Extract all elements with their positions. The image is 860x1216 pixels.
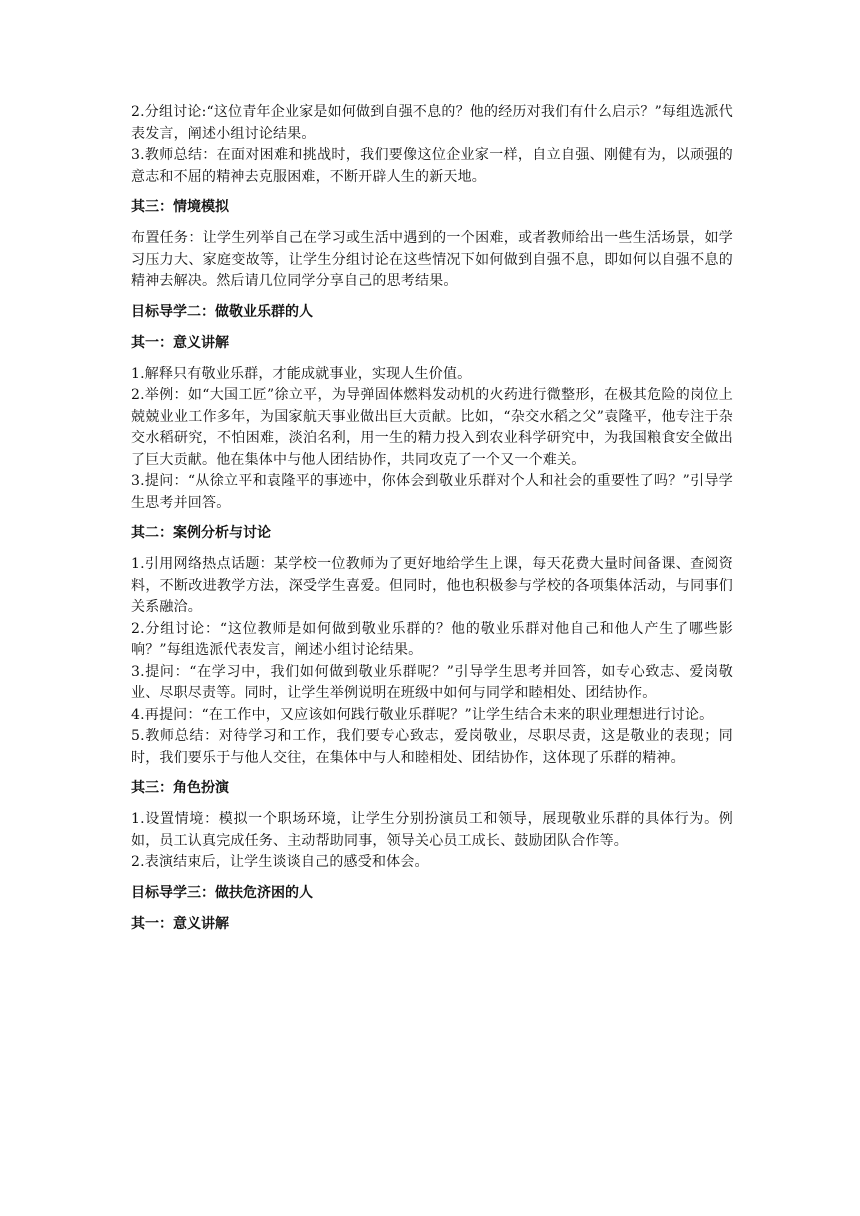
section-heading-scenario-simulation: 其三：情境模拟 — [131, 199, 229, 215]
document-page — [131, 102, 733, 945]
paragraph-after-performance: 2.表演结束后，让学生谈谈自己的感受和体会。 — [131, 854, 429, 870]
section-heading-case-analysis: 其二：案例分析与讨论 — [131, 525, 271, 541]
paragraph-teacher-summary-1: 3.教师总结：在面对困难和挑战时，我们要像这位企业家一样，自立自强、刚健有为，以顽强的意志和不屈的精神去克服困难，不断开辟人生的新天地。 — [131, 147, 733, 185]
section-heading-role-play: 其三：角色扮演 — [131, 780, 229, 796]
paragraph-hot-topic: 1.引用网络热点话题：某学校一位教师为了更好地给学生上课，每天花费大量时间备课、查阅资料，不断改进教学方法，深受学生喜爱。但同时，他也积极参与学校的各项集体活动，与同事们关系融洽。 — [131, 556, 733, 615]
paragraph-group-discussion-teacher: 2.分组讨论：“这位教师是如何做到敬业乐群的？他的敬业乐群对他自己和他人产生了哪些影响？”每组选派代表发言，阐述小组讨论结果。 — [131, 620, 733, 658]
paragraph-question-1: 3.提问：“从徐立平和袁隆平的事迹中，你体会到敬业乐群对个人和社会的重要性了吗？”引导学生思考并回答。 — [131, 473, 733, 511]
paragraph-explain-meaning: 1.解释只有敬业乐群，才能成就事业，实现人生价值。 — [131, 365, 472, 382]
paragraph-set-scenario: 1.设置情境：模拟一个职场环境，让学生分别扮演员工和领导，展现敬业乐群的具体行为。例如，员工认真完成任务、主动帮助同事，领导关心员工成长、鼓励团队合作等。 — [131, 811, 733, 849]
section-heading-meaning-2: 其一：意义讲解 — [131, 915, 229, 932]
paragraph-teacher-summary-2: 5.教师总结：对待学习和工作，我们要专心致志，爱岗敬业，尽职尽责，这是敬业的表现；同时，我们要乐于与他人交往，在集体中与人和睦相处、团结协作，这体现了乐群的精神。 — [131, 728, 733, 766]
paragraph-question-work: 4.再提问：“在工作中，又应该如何践行敬业乐群呢？”让学生结合未来的职业理想进行讨论。 — [131, 706, 714, 723]
paragraph-examples: 2.举例：如“大国工匠”徐立平，为导弹固体燃料发动机的火药进行微整形，在极其危险的岗位上兢兢业业工作多年，为国家航天事业做出巨大贡献。比如，“杂交水稻之父”袁隆平，他专注于杂交水稻研究，不怕困难，淡泊名利，用一生的精力投入到农业科学研究中，为我国粮食安全做出了巨大贡献。他在集体中与他人团结协作，共同攻克了一个又一个难关。 — [131, 387, 733, 468]
paragraph-question-study: 3.提问：“在学习中，我们如何做到敬业乐群呢？”引导学生思考并回答，如专心致志、爱岗敬业、尽职尽责等。同时，让学生举例说明在班级中如何与同学和睦相处、团结协作。 — [131, 663, 733, 701]
section-heading-meaning-1: 其一：意义讲解 — [131, 334, 229, 351]
goal-heading-2: 目标导学二：做敬业乐群的人 — [131, 303, 313, 320]
goal-heading-3: 目标导学三：做扶危济困的人 — [131, 884, 313, 901]
paragraph-group-discussion-entrepreneur: 2.分组讨论:“这位青年企业家是如何做到自强不息的？他的经历对我们有什么启示？”每组选派代表发言，阐述小组讨论结果。 — [131, 104, 733, 142]
paragraph-assign-task: 布置任务：让学生列举自己在学习或生活中遇到的一个困难，或者教师给出一些生活场景，如学习压力大、家庭变故等，让学生分组讨论在这些情况下如何做到自强不息，即如何以自强不息的精神去解决。然后请几位同学分享自己的思考结果。 — [131, 230, 733, 289]
